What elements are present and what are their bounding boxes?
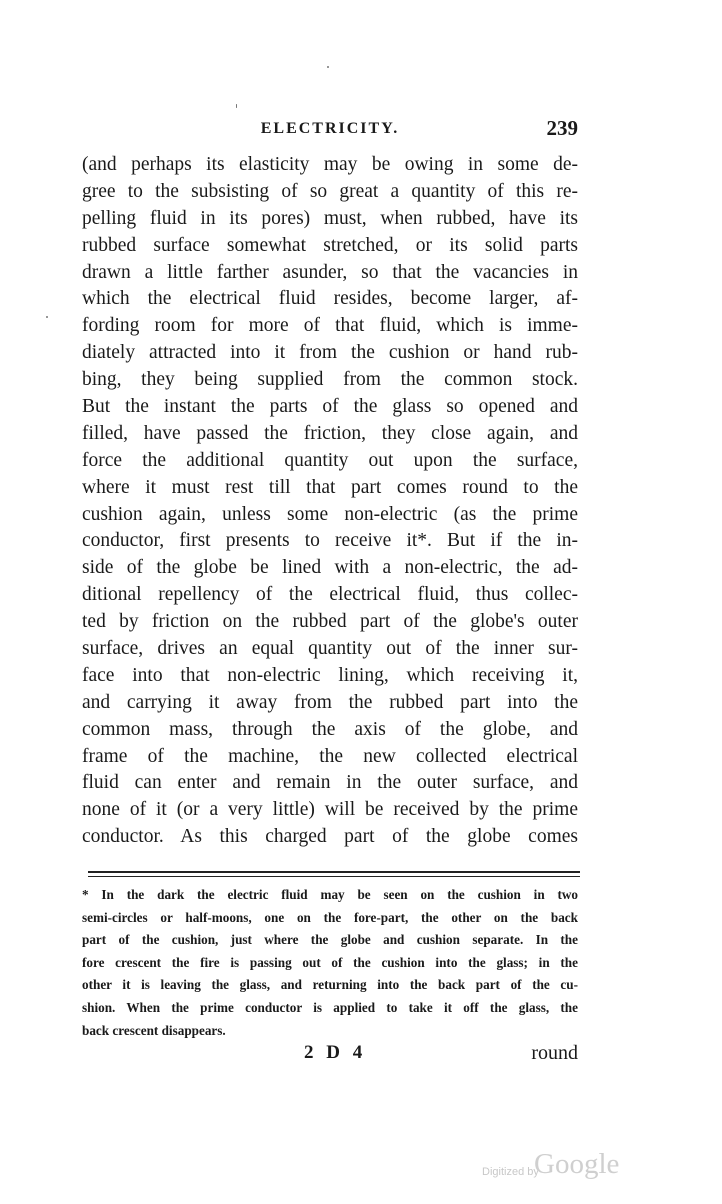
google-logo: Google bbox=[534, 1148, 620, 1180]
page-number: 239 bbox=[546, 116, 578, 140]
text-line: conductor, first presents to receive it*. But if the in- bbox=[82, 530, 578, 552]
text-line: (and perhaps its elasticity may be owing in some de- bbox=[82, 154, 578, 175]
footnote-line: semi-circles or half-moons, one on the fore-part, the other on the back bbox=[82, 909, 578, 925]
text-line: ted by friction on the rubbed part of the globe's outer bbox=[82, 611, 578, 633]
text-line: surface, drives an equal quantity out of the inner sur- bbox=[82, 638, 578, 660]
footnote-line: part of the cushion, just where the globe and cushion separate. In the bbox=[82, 932, 578, 948]
text-line: drawn a little farther asunder, so that the vacancies in bbox=[82, 261, 578, 283]
text-line: frame of the machine, the new collected electrical bbox=[82, 745, 578, 767]
footnote-divider-thin bbox=[88, 876, 580, 877]
text-line: where it must rest till that part comes round to the bbox=[82, 476, 578, 498]
text-line: force the additional quantity out upon the surface, bbox=[82, 449, 578, 471]
text-line: none of it (or a very little) will be received by the prime bbox=[82, 799, 578, 821]
ink-speck bbox=[46, 316, 48, 318]
text-line: cushion again, unless some non-electric (as the prime bbox=[82, 503, 578, 525]
text-line: pelling fluid in its pores) must, when rubbed, have its bbox=[82, 207, 578, 229]
digitized-watermark bbox=[470, 1146, 630, 1186]
ink-speck bbox=[236, 104, 237, 108]
watermark-prefix: Digitized by bbox=[482, 1166, 539, 1178]
footnote-line: * In the dark the electric fluid may be seen on the cushion in two bbox=[82, 887, 578, 902]
text-line: rubbed surface somewhat stretched, or its solid parts bbox=[82, 234, 578, 256]
text-line: face into that non-electric lining, which receiving it, bbox=[82, 664, 578, 686]
body-text bbox=[82, 152, 578, 851]
footnote-line: shion. When the prime conductor is applied to take it off the glass, the bbox=[82, 999, 578, 1015]
catchword: round bbox=[531, 1042, 578, 1064]
text-line: fording room for more of that fluid, which is imme- bbox=[82, 315, 578, 337]
text-line: which the electrical fluid resides, become larger, af- bbox=[82, 288, 578, 310]
running-head bbox=[82, 116, 578, 142]
signature-mark: 2 D 4 bbox=[304, 1042, 367, 1063]
text-line: But the instant the parts of the glass so opened and bbox=[82, 396, 578, 418]
ink-speck bbox=[327, 66, 329, 68]
text-line: bing, they being supplied from the common stock. bbox=[82, 369, 578, 391]
footnote bbox=[82, 884, 578, 1042]
text-line: common mass, through the axis of the globe, and bbox=[82, 718, 578, 740]
text-line: diately attracted into it from the cushion or hand rub- bbox=[82, 342, 578, 364]
text-line: filled, have passed the friction, they close again, and bbox=[82, 422, 578, 444]
footnote-line: other it is leaving the glass, and returning into the back part of the cu- bbox=[82, 977, 578, 993]
text-line: ditional repellency of the electrical fluid, thus collec- bbox=[82, 584, 578, 606]
footnote-line: back crescent disappears. bbox=[82, 1022, 226, 1038]
text-line: side of the globe be lined with a non-electric, the ad- bbox=[82, 557, 578, 579]
text-line: gree to the subsisting of so great a quantity of this re- bbox=[82, 180, 578, 202]
footnote-divider-thick bbox=[88, 871, 580, 873]
running-title: ELECTRICITY. bbox=[260, 120, 400, 137]
text-line: and carrying it away from the rubbed part into the bbox=[82, 691, 578, 713]
footnote-line: fore crescent the fire is passing out of the cushion into the glass; in the bbox=[82, 954, 578, 970]
text-line: fluid can enter and remain in the outer surface, and bbox=[82, 772, 578, 794]
text-line: conductor. As this charged part of the globe comes bbox=[82, 826, 578, 848]
